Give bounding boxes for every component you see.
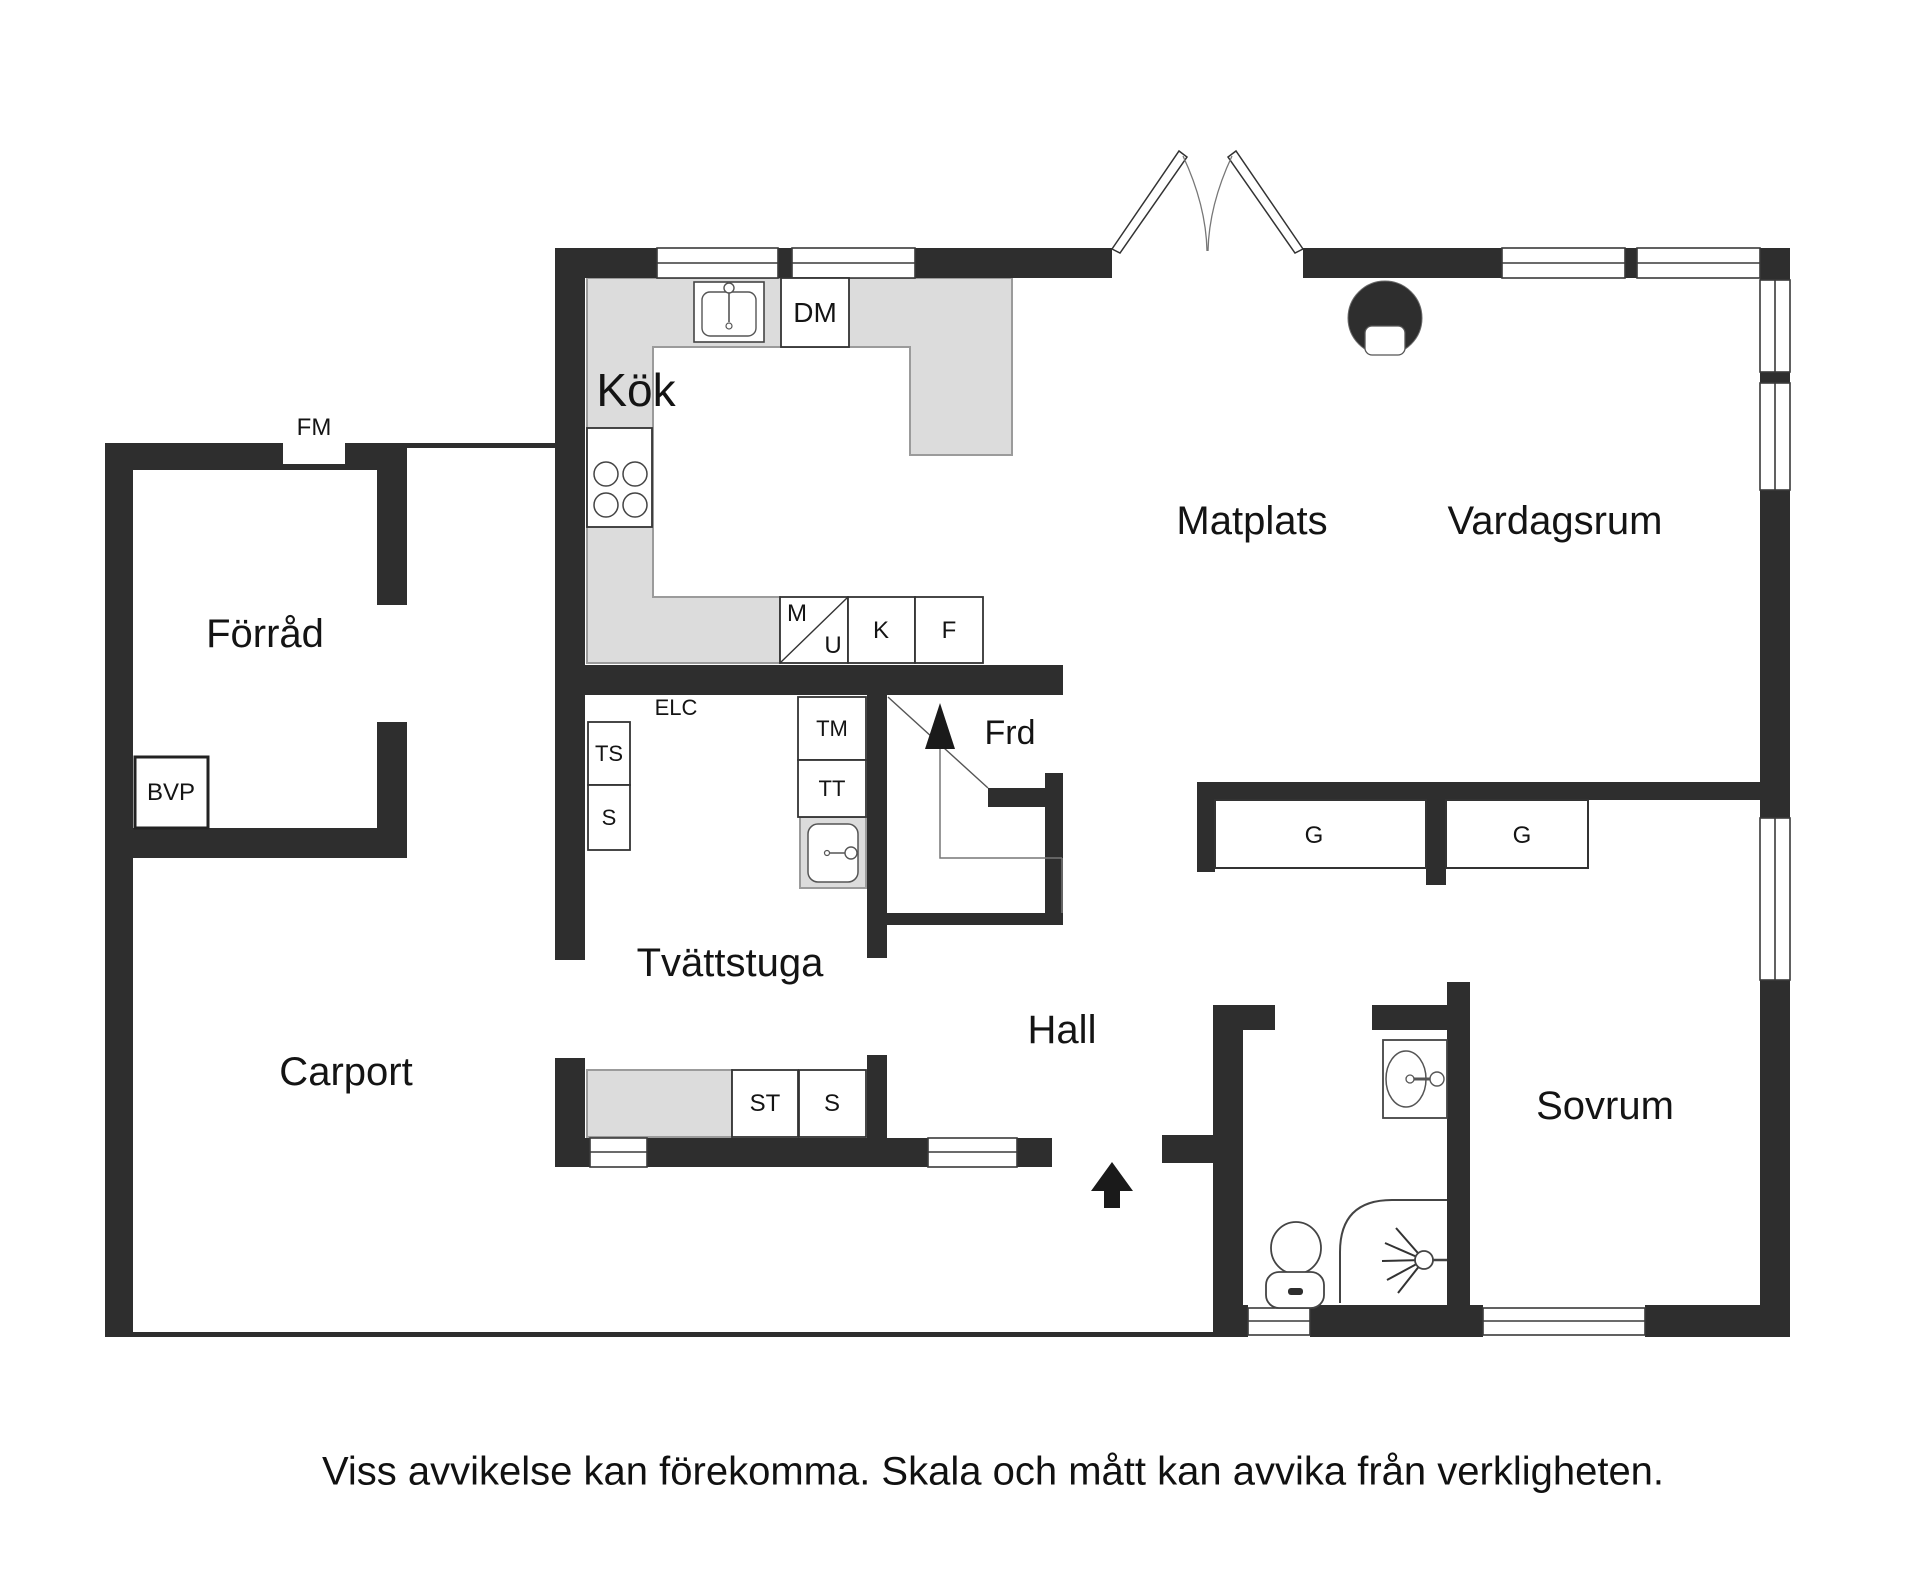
shower-head: [1415, 1251, 1433, 1269]
heat-pump: [135, 757, 208, 828]
room-label-vardagsrum: Vardagsrum: [1447, 499, 1663, 543]
wardrobe-1: [1215, 800, 1426, 868]
label-fm: FM: [296, 414, 332, 441]
label-tt: TT: [818, 776, 846, 801]
room-label-sovrum: Sovrum: [1536, 1084, 1674, 1128]
fireplace: [1348, 281, 1422, 355]
window: [1760, 280, 1790, 372]
room-label-kok: Kök: [596, 364, 676, 416]
label-u: U: [824, 632, 842, 659]
disclaimer-caption: Viss avvikelse kan förekomma. Skala och mått kan avvika från verkligheten.: [321, 1449, 1665, 1494]
window: [1483, 1308, 1645, 1335]
toilet: [1266, 1222, 1324, 1308]
label-g1: G: [1304, 822, 1324, 849]
drying-cabinet: [588, 722, 630, 785]
room-label-hall: Hall: [1027, 1008, 1097, 1052]
entry-counter: [587, 1070, 732, 1137]
room-label-carport: Carport: [279, 1050, 413, 1094]
shower: [1340, 1200, 1447, 1303]
room-label-matplats: Matplats: [1176, 499, 1328, 543]
entry-arrow: [1091, 1162, 1133, 1208]
window: [1760, 818, 1790, 980]
window: [1502, 248, 1625, 278]
cleaning-cabinet: [732, 1070, 798, 1137]
label-s-entry: S: [823, 1090, 841, 1117]
double-door: [1112, 151, 1303, 253]
stair-direction-arrow: [925, 703, 955, 749]
label-k: K: [872, 617, 890, 644]
tumble-dryer: [798, 760, 866, 817]
entry-cabinet: [799, 1070, 866, 1137]
stove: [587, 428, 652, 527]
wardrobe-2: [1446, 800, 1588, 868]
dishwasher: [781, 278, 849, 347]
label-s-laundry: S: [601, 805, 617, 830]
window: [657, 248, 778, 278]
room-label-frd: Frd: [984, 714, 1036, 752]
bathroom-sink: [1383, 1040, 1447, 1118]
washing-machine: [798, 697, 866, 760]
freezer: [915, 597, 983, 663]
window: [1637, 248, 1760, 278]
kitchen-sink: [694, 282, 764, 342]
window: [1248, 1308, 1310, 1335]
window: [590, 1138, 647, 1167]
label-m: M: [787, 600, 807, 627]
fridge: [848, 597, 915, 663]
label-f: F: [941, 617, 957, 644]
room-label-forrad: Förråd: [206, 612, 324, 656]
label-g2: G: [1512, 822, 1532, 849]
micro-oven-unit: [780, 597, 848, 663]
label-st: ST: [749, 1090, 781, 1117]
window: [792, 248, 915, 278]
label-ts: TS: [594, 741, 624, 766]
label-bvp: BVP: [146, 779, 196, 806]
laundry-cabinet: [588, 785, 630, 850]
label-dm: DM: [793, 297, 837, 328]
label-tm: TM: [816, 716, 848, 741]
window: [1760, 383, 1790, 490]
room-label-tvattstuga: Tvättstuga: [636, 941, 824, 985]
laundry-sink: [808, 824, 858, 882]
window: [928, 1138, 1017, 1167]
label-elc: ELC: [654, 695, 698, 720]
